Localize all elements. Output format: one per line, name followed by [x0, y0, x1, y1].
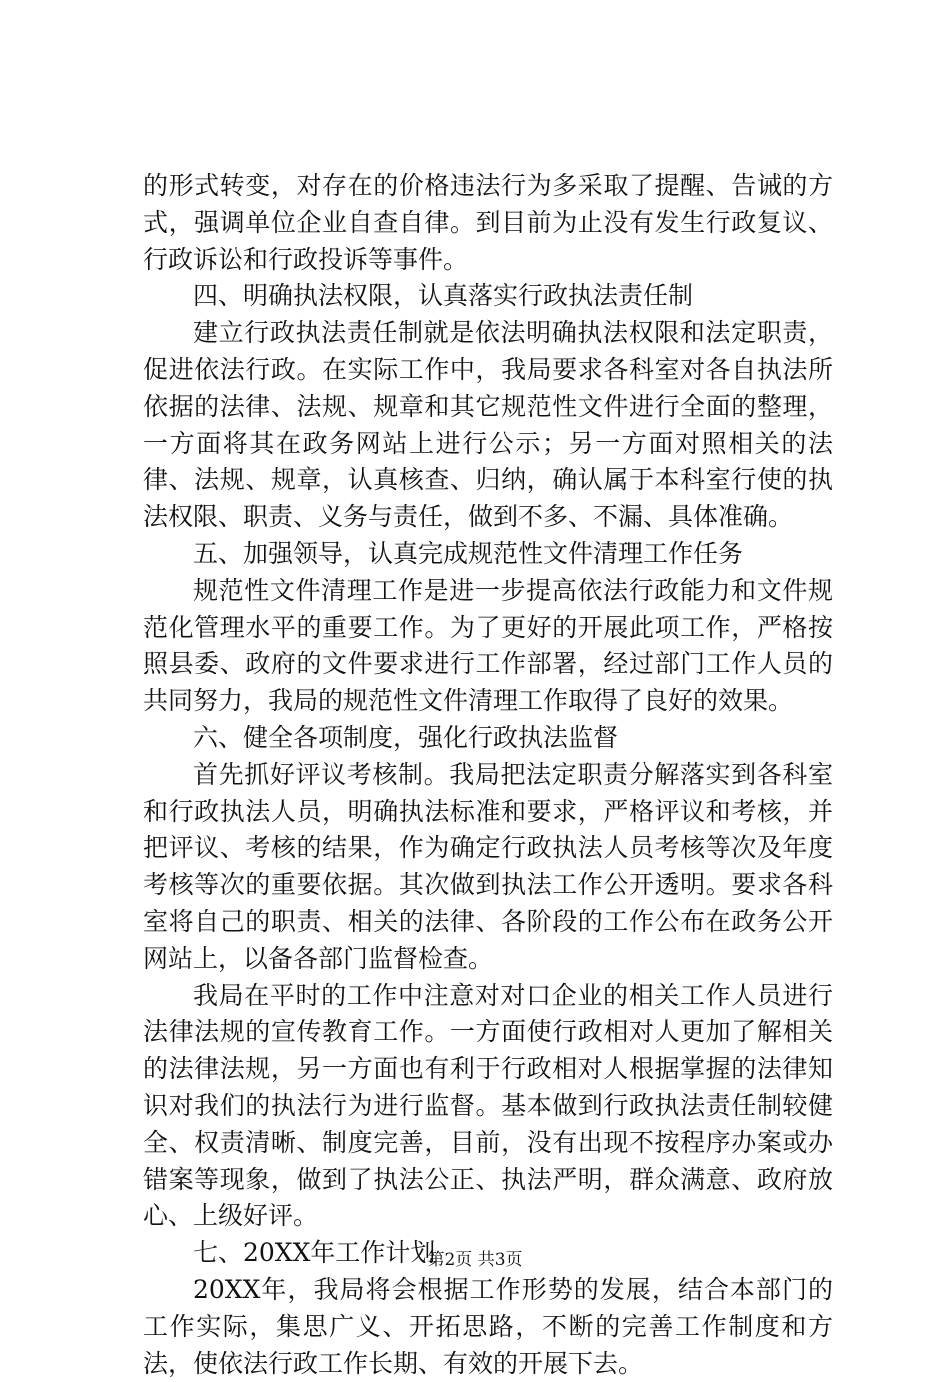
- section-heading-6: 六、健全各项制度，强化行政执法监督: [193, 722, 619, 752]
- paragraph-section-4: 建立行政执法责任制就是依法明确执法权限和法定职责，促进依法行政。在实际工作中，我局要求各科室对各自执法所依据的法律、法规、规章和其它规范性文件进行全面的整理，一方面将其在政务网站上进行公示；另一方面对照相关的法律、法规、规章，认真核查、归纳，确认属于本科室行使的执法权限、职责、义务与责任，做到不多、不漏、具体准确。: [143, 318, 833, 532]
- section-heading-7: 七、20XX年工作计划: [193, 1238, 436, 1268]
- section-heading-4: 四、明确执法权限，认真落实行政执法责任制: [193, 281, 694, 311]
- paragraph-section-6-b: 我局在平时的工作中注意对对口企业的相关工作人员进行法律法规的宣传教育工作。一方面使行政相对人更加了解相关的法律法规，另一方面也有利于行政相对人根据掌握的法律知识对我们的执法行为进行监督。基本做到行政执法责任制较健全、权责清晰、制度完善，目前，没有出现不按程序办案或办错案等现象，做到了执法公正、执法严明，群众满意、政府放心、上级好评。: [143, 980, 833, 1231]
- paragraph-section-5: 规范性文件清理工作是进一步提高依法行政能力和文件规范化管理水平的重要工作。为了更好的开展此项工作，严格按照县委、政府的文件要求进行工作部署，经过部门工作人员的共同努力，我局的规范性文件清理工作取得了良好的效果。: [143, 575, 833, 716]
- paragraph-section-7: 20XX年，我局将会根据工作形势的发展，结合本部门的工作实际，集思广义、开拓思路，不断的完善工作制度和方法，使依法行政工作长期、有效的开展下去。: [143, 1274, 833, 1378]
- paragraph-section-6-a: 首先抓好评议考核制。我局把法定职责分解落实到各科室和行政执法人员，明确执法标准和要求，严格评议和考核，并把评议、考核的结果，作为确定行政执法人员考核等次及年度考核等次的重要依据。其次做到执法工作公开透明。要求各科室将自己的职责、相关的法律、各阶段的工作公布在政务公开网站上，以备各部门监督检查。: [143, 759, 833, 973]
- section-heading-5: 五、加强领导，认真完成规范性文件清理工作任务: [193, 538, 744, 568]
- page-number-footer: 第2页 共3页: [427, 1250, 523, 1270]
- document-body: [143, 168, 833, 1382]
- paragraph-continuation: 的形式转变，对存在的价格违法行为多采取了提醒、告诫的方式，强调单位企业自查自律。到目前为止没有发生行政复议、行政诉讼和行政投诉等事件。: [143, 171, 833, 274]
